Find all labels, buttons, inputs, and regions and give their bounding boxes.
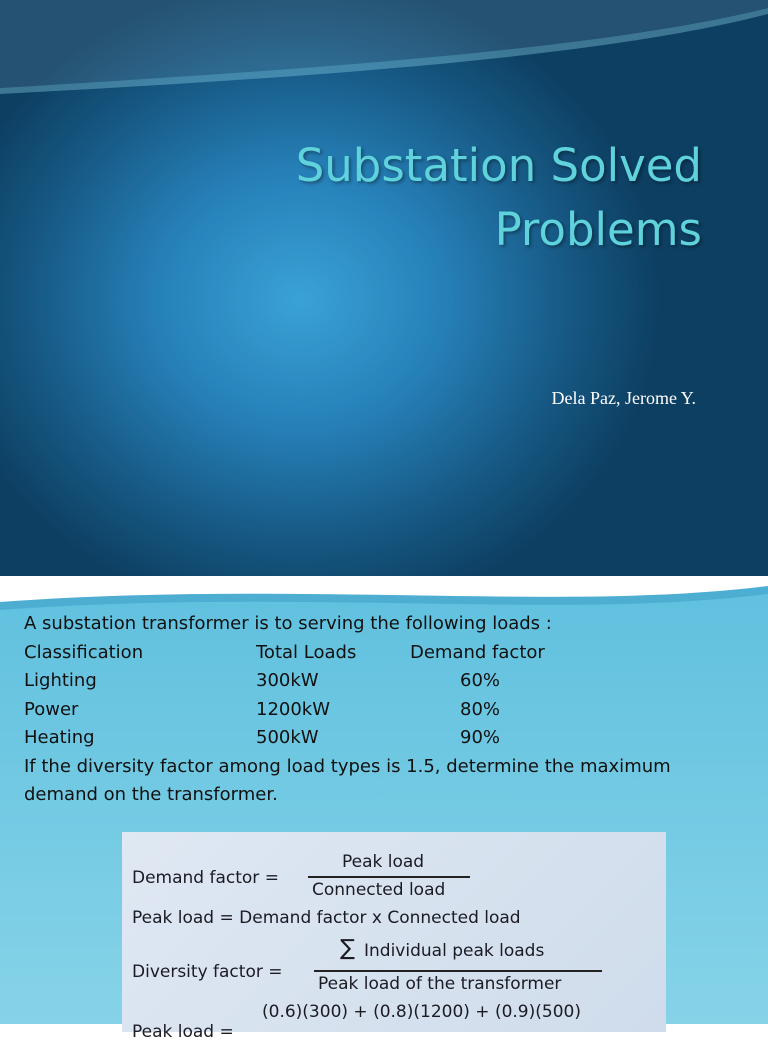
problem-text — [24, 610, 744, 809]
row-classification: Heating — [24, 727, 95, 748]
table-row — [24, 724, 744, 753]
formula-image — [122, 832, 666, 1042]
row-demand-factor: 80% — [460, 698, 501, 720]
diversity-factor-denominator: Peak load of the transformer — [318, 974, 562, 994]
diversity-factor-numerator: Individual peak loads — [364, 941, 545, 961]
row-total-load: 300kW — [256, 670, 319, 691]
slide-title — [142, 134, 702, 262]
title-line-2: Problems — [494, 203, 702, 256]
peak-load-equation: Peak load = Demand factor x Connected load — [132, 908, 521, 928]
row-classification: Power — [24, 698, 79, 720]
row-demand-factor: 60% — [460, 670, 501, 691]
diversity-factor-label: Diversity factor = — [132, 962, 283, 982]
row-demand-factor: 90% — [460, 727, 501, 748]
header-classification: Classification — [24, 641, 144, 663]
sigma-symbol: ∑ — [340, 936, 355, 961]
demand-factor-denominator: Connected load — [312, 880, 446, 900]
row-total-load: 1200kW — [256, 698, 331, 720]
row-total-load: 500kW — [256, 727, 319, 748]
fraction-bar — [308, 876, 470, 878]
problem-question: If the diversity factor among load types is 1.5, determine the maximum demand on the transformer. — [24, 755, 671, 805]
table-row — [24, 696, 744, 725]
fraction-bar — [314, 970, 602, 972]
peak-load-partial-label: Peak load = — [132, 1022, 234, 1042]
problem-slide — [0, 576, 768, 1042]
demand-factor-label: Demand factor = — [132, 868, 279, 888]
demand-factor-numerator: Peak load — [342, 852, 425, 872]
table-row — [24, 667, 744, 696]
problem-intro: A substation transformer is to serving the following loads : — [24, 613, 552, 634]
title-line-1: Substation Solved — [295, 139, 702, 192]
table-header-row — [24, 639, 744, 668]
peak-load-calculation: (0.6)(300) + (0.8)(1200) + (0.9)(500) — [262, 1002, 581, 1022]
author-name: Dela Paz, Jerome Y. — [551, 388, 696, 408]
header-total-loads: Total Loads — [256, 641, 357, 663]
row-classification: Lighting — [24, 670, 97, 691]
header-demand-factor: Demand factor — [410, 641, 545, 663]
